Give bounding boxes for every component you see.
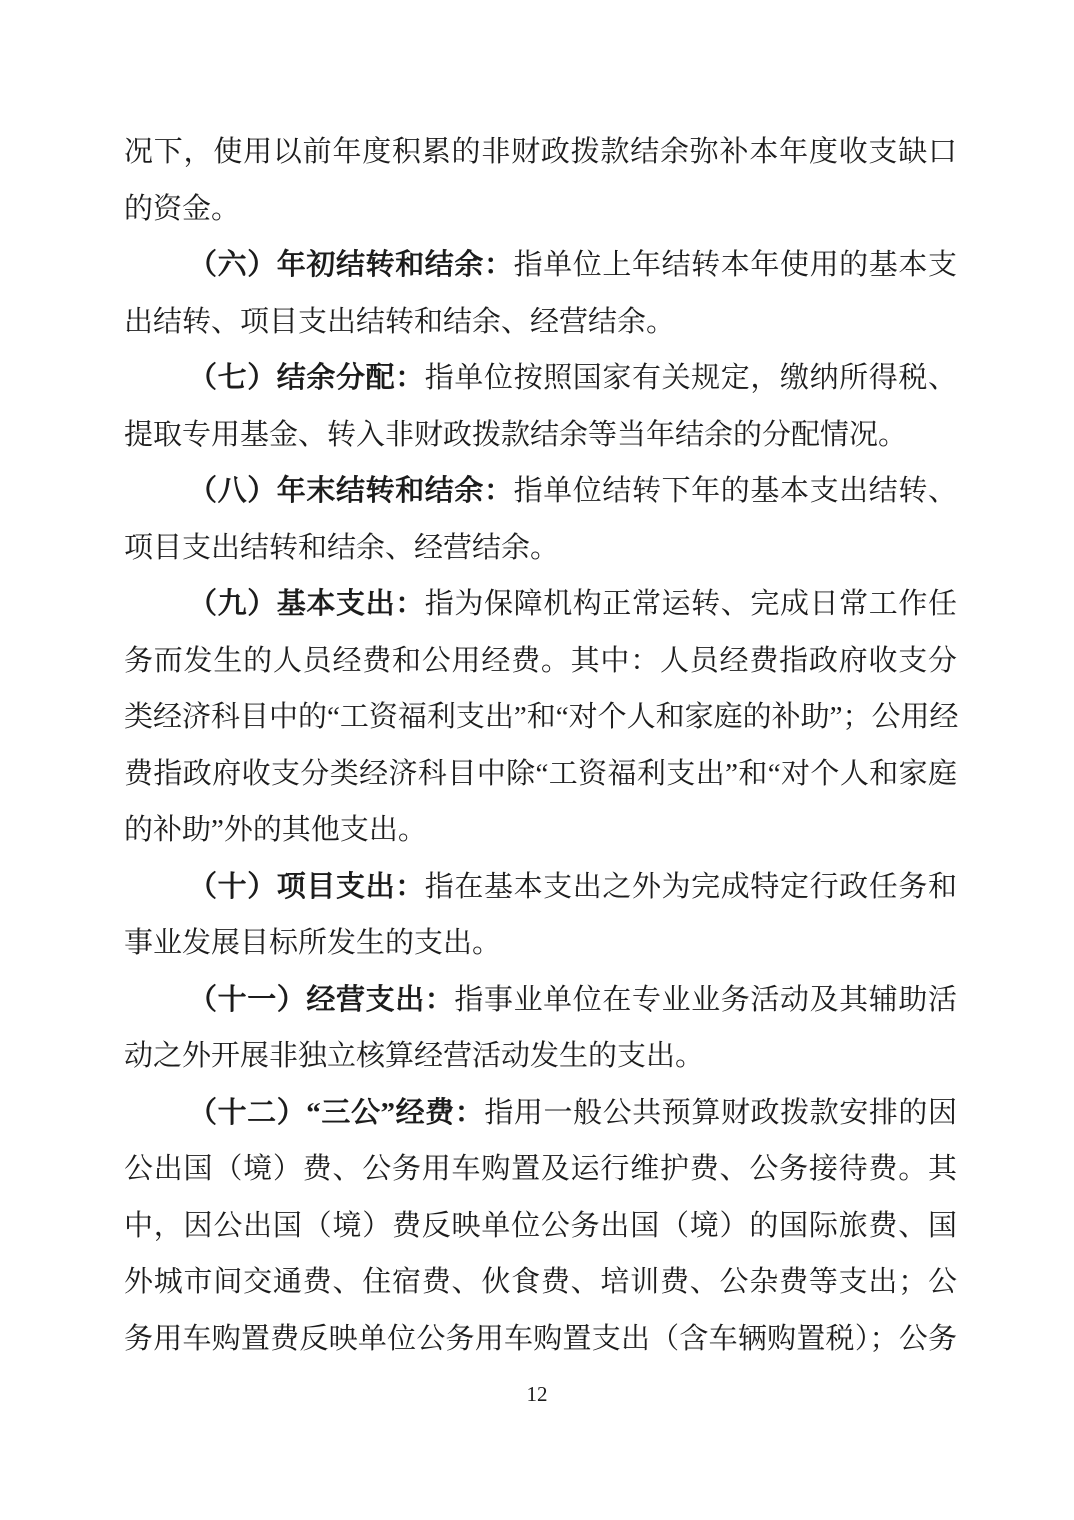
text-line [124, 1311, 957, 1368]
page-number: 12 [526, 1382, 548, 1406]
text-line [124, 237, 957, 294]
text-line [124, 802, 957, 859]
body-text: 况下，使用以前年度积累的非财政拨款结余弥补本年度收支缺口 [124, 136, 957, 168]
body-text: 出结转、项目支出结转和结余、经营结余。 [124, 305, 676, 338]
term-heading: （十一）经营支出： [188, 983, 455, 1016]
body-text: 动之外开展非独立核算经营活动发生的支出。 [124, 1040, 705, 1072]
term-heading: （八）年末结转和结余： [188, 475, 514, 507]
body-text: 指为保障机构正常运转、完成日常工作任 [424, 588, 957, 620]
document-body [124, 124, 957, 1367]
term-heading: （七）结余分配： [188, 362, 425, 394]
text-line [124, 689, 957, 746]
body-text: 务而发生的人员经费和公用经费。其中：人员经费指政府收支分 [124, 644, 957, 677]
body-text: 指单位按照国家有关规定，缴纳所得税、 [424, 362, 957, 394]
body-text: 指单位上年结转本年使用的基本支 [513, 249, 957, 281]
text-line [124, 576, 957, 633]
text-line [124, 915, 957, 972]
text-line [124, 1254, 957, 1311]
term-heading: （十）项目支出： [188, 870, 425, 903]
text-line [124, 1085, 957, 1142]
text-line [124, 181, 957, 238]
body-text: 项目支出结转和结余、经营结余。 [124, 531, 560, 564]
text-line [124, 746, 957, 803]
body-text: 事业发展目标所发生的支出。 [124, 927, 502, 959]
body-text: 的补助”外的其他支出。 [124, 814, 427, 846]
body-text: 外城市间交通费、住宿费、伙食费、培训费、公杂费等支出；公 [124, 1266, 957, 1298]
text-line [124, 1141, 957, 1198]
body-text: 指用一般公共预算财政拨款安排的因 [484, 1096, 957, 1129]
text-line [124, 633, 957, 690]
text-line [124, 124, 957, 181]
text-line [124, 1028, 957, 1085]
body-text: 费指政府收支分类经济科目中除“工资福利支出”和“对个人和家庭 [124, 757, 957, 790]
body-text: 指单位结转下年的基本支出结转、 [513, 475, 957, 507]
text-line [124, 350, 957, 407]
body-text: 指事业单位在专业业务活动及其辅助活 [454, 983, 957, 1016]
body-text: 指在基本支出之外为完成特定行政任务和 [424, 870, 957, 903]
body-text: 提取专用基金、转入非财政拨款结余等当年结余的分配情况。 [124, 418, 908, 451]
text-line [124, 1198, 957, 1255]
term-heading: （六）年初结转和结余： [188, 249, 514, 281]
term-heading: （十二）“三公”经费： [188, 1096, 485, 1129]
term-heading: （九）基本支出： [188, 588, 425, 620]
body-text: 类经济科目中的“工资福利支出”和“对个人和家庭的补助”；公用经 [124, 701, 959, 733]
body-text: 公出国（境）费、公务用车购置及运行维护费、公务接待费。其 [124, 1153, 957, 1185]
text-line [124, 520, 957, 577]
body-text: 中，因公出国（境）费反映单位公务出国（境）的国际旅费、国 [124, 1209, 957, 1242]
body-text: 的资金。 [124, 192, 241, 225]
text-line [124, 294, 957, 351]
body-text: 务用车购置费反映单位公务用车购置支出（含车辆购置税）；公务 [124, 1322, 957, 1355]
text-line [124, 972, 957, 1029]
text-line [124, 859, 957, 916]
text-line [124, 407, 957, 464]
text-line [124, 463, 957, 520]
